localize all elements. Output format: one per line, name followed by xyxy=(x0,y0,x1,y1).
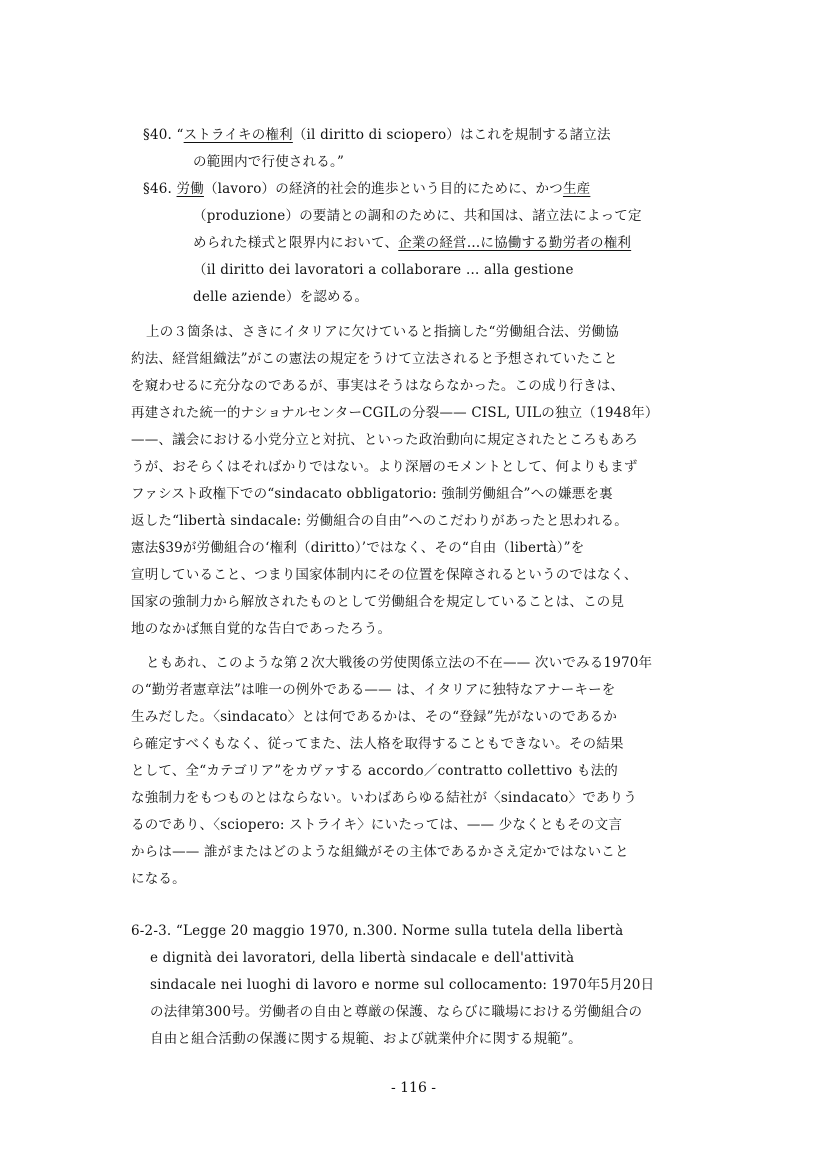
article-46-line-2: （produzione）の要請との調和のために、共和国は、諸立法によって定 xyxy=(193,208,642,224)
article-46-line-4: （il diritto dei lavoratori a collaborare … alla gestione xyxy=(193,262,574,278)
footnote-line: e dignità dei lavoratori, della libertà sindacale e dell'attività xyxy=(150,950,575,966)
paragraph-1-line: 返した“libertà sindacale: 労働組合の自由”へのこだわりがあったと思われる。 xyxy=(131,513,628,529)
paragraph-2-line: ら確定すべくもなく、従ってまた、法人格を取得することもできない。その結果 xyxy=(131,736,624,752)
paragraph-2-line: として、全“カテゴリア”をカヴァする accordo／contratto collettivo も法的 xyxy=(131,763,618,779)
paragraph-2-line: の“勤労者憲章法”は唯一の例外である—— は、イタリアに独特なアナーキーを xyxy=(131,682,616,698)
paragraph-2-line: になる。 xyxy=(131,871,186,887)
paragraph-1-line: 憲法§39が労働組合の‘権利（diritto）’ではなく、その“自由（libertà）”を xyxy=(131,540,585,556)
paragraph-1-line: 再建された統一的ナショナルセンターCGILの分裂—— CISL, UILの独立（1948年） xyxy=(131,405,659,421)
paragraph-1-line: を窺わせるに充分なのであるが、事実はそうはならなかった。この成り行きは、 xyxy=(131,378,625,394)
paragraph-1-line: 上の３箇条は、さきにイタリアに欠けていると指摘した“労働組合法、労働協 xyxy=(146,324,619,340)
footnote-line: の法律第300号。労働者の自由と尊厳の保護、ならびに職場における労働組合の xyxy=(150,1004,643,1020)
paragraph-2-line: るのであり、〈sciopero: ストライキ〉にいたっては、—— 少なくともその文言 xyxy=(131,817,623,833)
article-40-line-1: §40. “ストライキの権利（il diritto di sciopero）はこれを規制する諸立法 xyxy=(143,127,611,143)
worker-right-term: 企業の経営…に協働する勤労者の権利 xyxy=(398,235,632,251)
paragraph-1-line: ファシスト政権下での“sindacato obbligatorio: 強制労働組合”への嫌悪を裏 xyxy=(131,486,613,502)
labor-term: 労働 xyxy=(176,181,204,197)
paragraph-2-line: 生みだした。〈sindacato〉とは何であるかは、その“登録”先がないのであるか xyxy=(131,709,618,725)
article-40-line-2: の範囲内で行使される。” xyxy=(193,154,345,170)
footnote-line-1: 6-2-3. “Legge 20 maggio 1970, n.300. Norme sulla tutela della libertà xyxy=(131,923,624,939)
paragraph-1-line: 宣明していること、つまり国家体制内にその位置を保障されるというのではなく、 xyxy=(131,567,638,583)
paragraph-1-line: ——、議会における小党分立と対抗、といった政治動向に規定されたところもあろ xyxy=(131,432,638,448)
article-46-line-3: められた様式と限界内において、企業の経営…に協働する勤労者の権利 xyxy=(193,235,632,251)
paragraph-2-line: ともあれ、このような第２次大戦後の労使関係立法の不在—— 次いでみる1970年 xyxy=(146,655,653,671)
footnote-line: 自由と組合活動の保護に関する規範、および就業仲介に関する規範”。 xyxy=(150,1031,582,1047)
paragraph-2-line: な強制力をもつものとはならない。いわばあらゆる結社が〈sindacato〉でありう xyxy=(131,790,637,806)
article-46-line-1: §46. 労働（lavoro）の経済的社会的進歩という目的にために、かつ生産 xyxy=(143,181,591,197)
paragraph-1-line: 国家の強制力から解放されたものとして労働組合を規定していることは、この見 xyxy=(131,594,625,610)
production-term: 生産 xyxy=(562,181,591,197)
article-46-line-5: delle aziende）を認める。 xyxy=(193,289,369,305)
paragraph-1-line: うが、おそらくはそればかりではない。より深層のモメントとして、何よりもまず xyxy=(131,459,638,475)
paragraph-1-line: 約法、経営組織法”がこの憲法の規定をうけて立法されると予想されていたこと xyxy=(131,351,618,367)
paragraph-2-line: からは—— 誰がまたはどのような組織がその主体であるかさえ定かではないこと xyxy=(131,844,629,860)
article-46-number: §46. xyxy=(143,181,173,197)
footnote-line: sindacale nei luoghi di lavoro e norme sul collocamento: 1970年5月20日 xyxy=(150,977,655,993)
strike-right-term: ストライキの権利 xyxy=(183,127,293,143)
article-40-number: §40. xyxy=(143,127,173,143)
paragraph-1-line: 地のなかば無自覚的な告白であったろう。 xyxy=(131,621,392,637)
footnote-number: 6-2-3. xyxy=(131,923,172,939)
page-number: - 116 - xyxy=(390,1080,437,1096)
